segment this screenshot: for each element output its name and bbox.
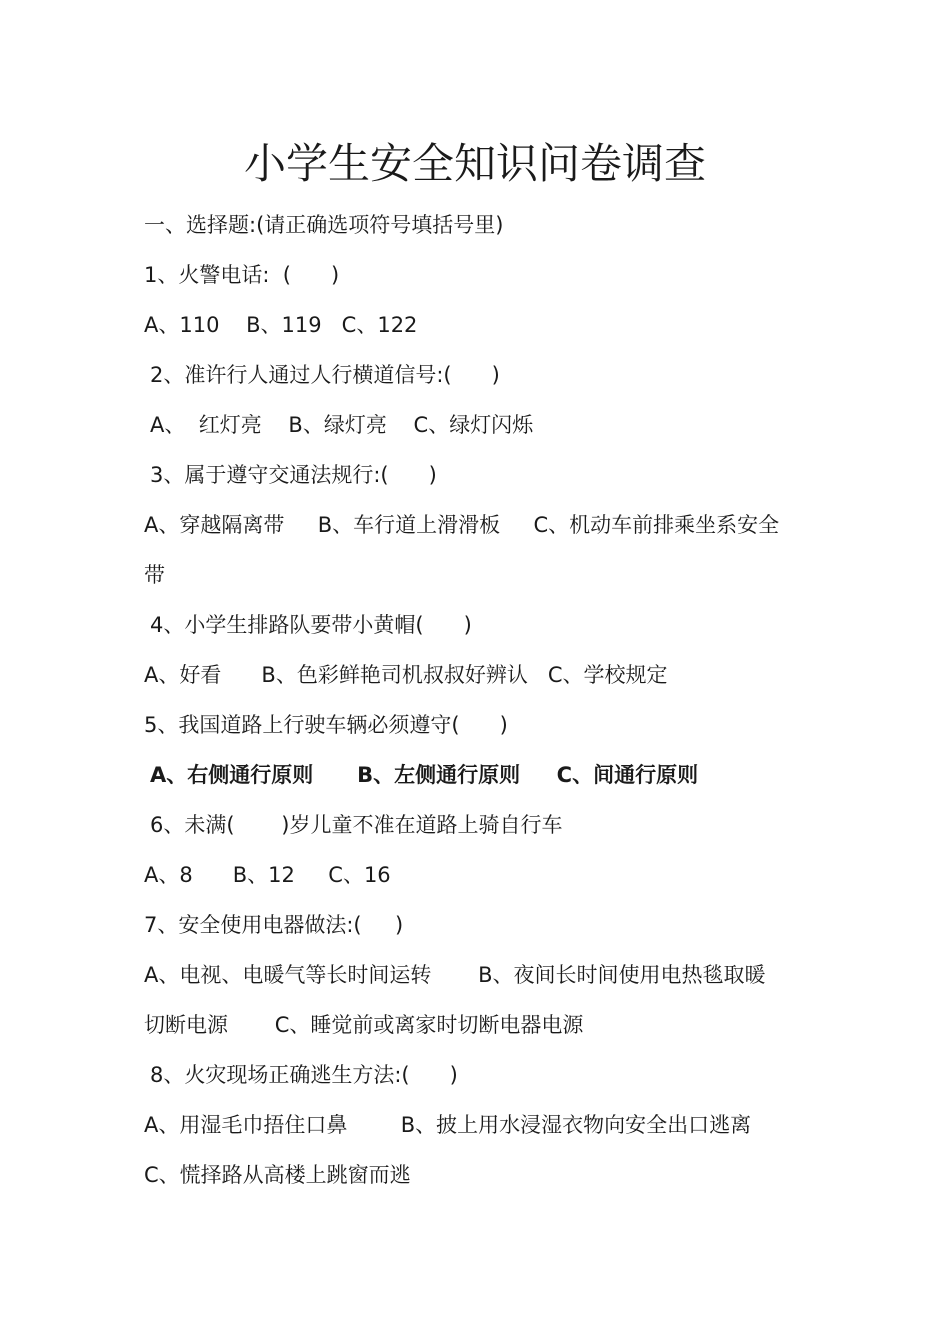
question-5: 5、我国道路上行驶车辆必须遵守( ) xyxy=(144,713,508,737)
options-6: A、8 B、12 C、16 xyxy=(144,863,391,887)
section-heading: 一、选择题:(请正确选项符号填括号里) xyxy=(144,213,504,237)
options-5: A、右侧通行原则 B、左侧通行原则 C、间通行原则 xyxy=(150,763,699,787)
question-3: 3、属于遵守交通法规行:( ) xyxy=(150,463,437,487)
options-8: A、用湿毛巾捂住口鼻 B、披上用水浸湿衣物向安全出口逃离 xyxy=(144,1113,752,1137)
question-8: 8、火灾现场正确逃生方法:( ) xyxy=(150,1063,458,1087)
options-4: A、好看 B、色彩鲜艳司机叔叔好辨认 C、学校规定 xyxy=(144,663,668,687)
options-7: A、电视、电暖气等长时间运转 B、夜间长时间使用电热毯取暖 xyxy=(144,963,766,987)
question-1: 1、火警电话: ( ) xyxy=(144,263,340,287)
options-8-continued: C、慌择路从高楼上跳窗而逃 xyxy=(144,1163,411,1187)
options-7-continued: 切断电源 C、睡觉前或离家时切断电器电源 xyxy=(144,1013,584,1037)
question-2: 2、准许行人通过人行横道信号:( ) xyxy=(150,363,500,387)
question-4: 4、小学生排路队要带小黄帽( ) xyxy=(150,613,472,637)
question-list xyxy=(144,200,824,1200)
options-1: A、110 B、119 C、122 xyxy=(144,313,418,337)
options-2: A、 红灯亮 B、绿灯亮 C、绿灯闪烁 xyxy=(150,413,534,437)
question-7: 7、安全使用电器做法:( ) xyxy=(144,913,404,937)
options-3: A、穿越隔离带 B、车行道上滑滑板 C、机动车前排乘坐系安全 xyxy=(144,513,780,537)
question-6: 6、未满( )岁儿童不准在道路上骑自行车 xyxy=(150,813,563,837)
options-3-continued: 带 xyxy=(144,563,165,587)
document-title: 小学生安全知识问卷调查 xyxy=(243,139,706,188)
